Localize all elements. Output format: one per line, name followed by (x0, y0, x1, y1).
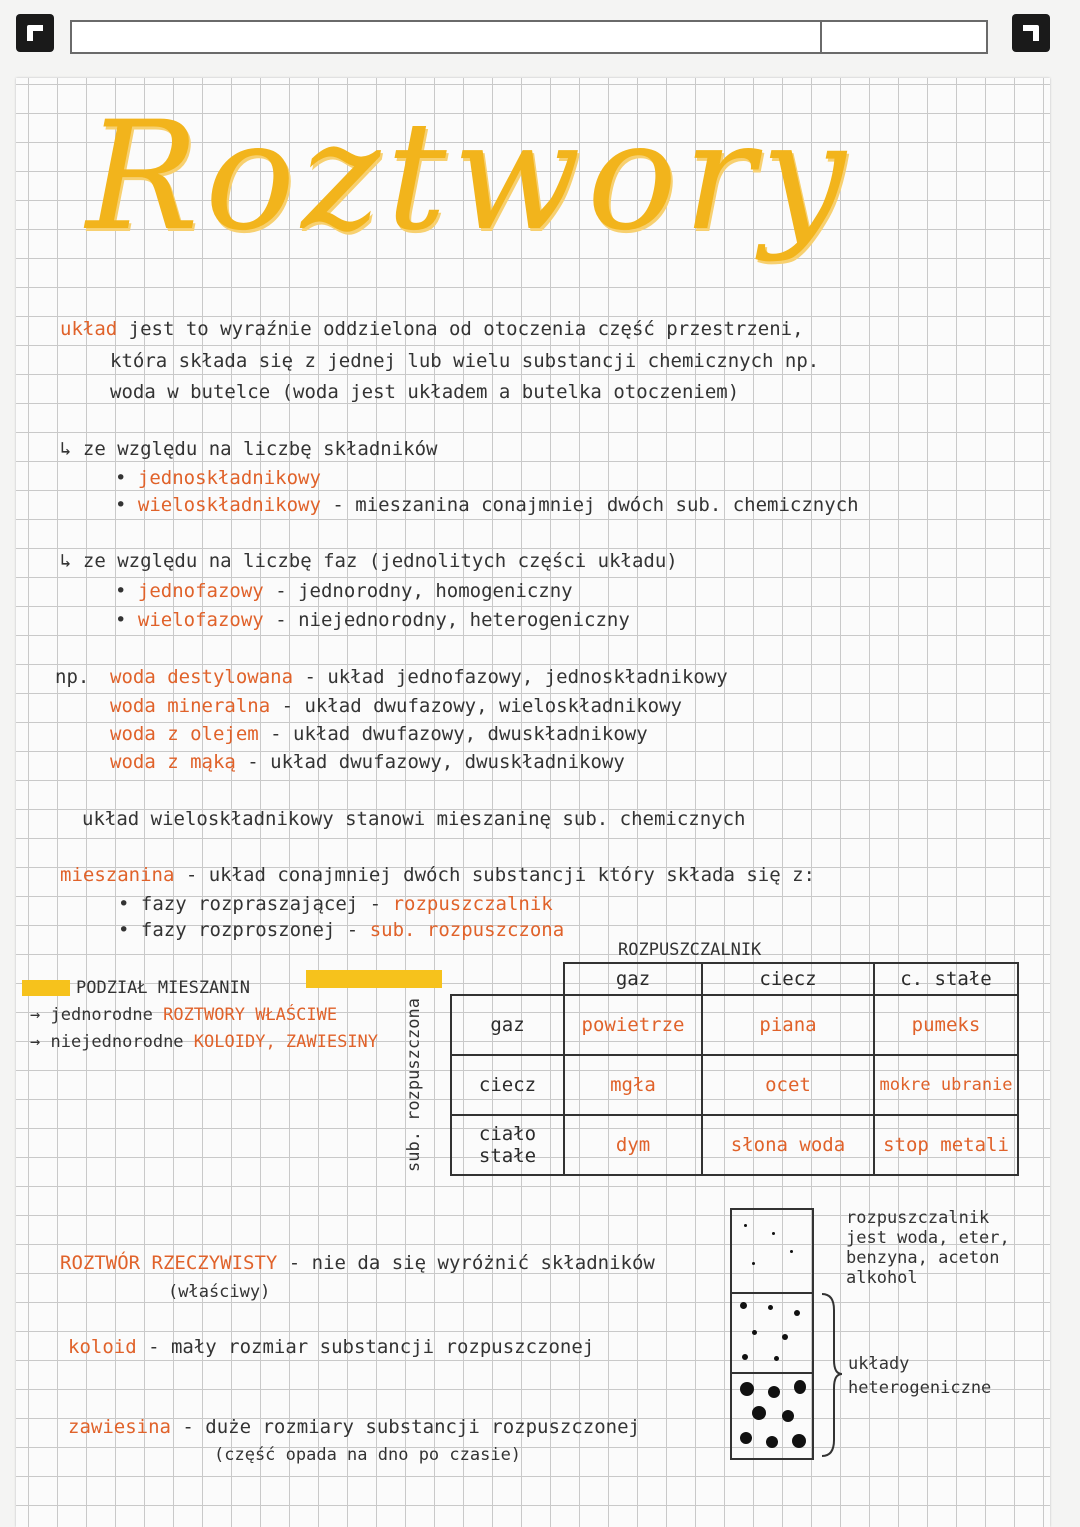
tube-solution (730, 1208, 814, 1294)
division-row2: → niejednorodne KOLOIDY, ZAWIESINY (30, 1032, 379, 1052)
table-side-label: sub. rozpuszczona (404, 998, 424, 1172)
grid-paper (16, 78, 1050, 1527)
true-solution-sub: (właściwy) (168, 1282, 271, 1302)
search-divider (820, 22, 822, 52)
table-cell: ocet (702, 1055, 874, 1115)
examples-label: np. (55, 666, 90, 688)
phases-heading: ↳ ze względu na liczbę faz (jednolitych części układu) (60, 550, 678, 572)
example-row: woda destylowana - układ jednofazowy, jednoskładnikowy (110, 666, 728, 688)
back-icon[interactable] (16, 14, 54, 52)
particle (768, 1386, 780, 1398)
multicomponent-note: układ wieloskładnikowy stanowi mieszaninę sub. chemicznych (82, 808, 746, 830)
solvent-note: rozpuszczalnik jest woda, eter, benzyna, aceton alkohol (846, 1208, 1010, 1288)
particle (774, 1356, 779, 1361)
particle (766, 1436, 778, 1448)
components-heading: ↳ ze względu na liczbę składników (60, 438, 438, 460)
mixture-phase2: • fazy rozproszonej - sub. rozpuszczona (118, 919, 565, 941)
mixture-definition: mieszanina - układ conajmniej dwóch substancji który składa się z: (60, 864, 815, 886)
particle (794, 1310, 800, 1316)
search-bar[interactable] (70, 20, 988, 54)
colloid-line: koloid - mały rozmiar substancji rozpuszczonej (68, 1336, 595, 1358)
particle (752, 1262, 755, 1265)
particle (772, 1232, 775, 1235)
suspension-line: zawiesina - duże rozmiary substancji rozpuszczonej (68, 1416, 640, 1438)
table-cell: pumeks (874, 995, 1018, 1055)
table-row-header: gaz (451, 995, 564, 1055)
table-cell: mgła (564, 1055, 702, 1115)
division-row1: → jednorodne ROZTWORY WŁAŚCIWE (30, 1005, 338, 1025)
mixture-table (450, 962, 1019, 1176)
table-column-header: c. stałe (874, 963, 1018, 995)
suspension-sub: (część opada na dno po czasie) (214, 1445, 522, 1465)
highlight-right (306, 970, 442, 988)
components-item1: • jednoskładnikowy (115, 467, 321, 489)
particle (782, 1334, 788, 1340)
phases-item2: • wielofazowy - niejednorodny, heterogeniczny (115, 609, 630, 631)
definition-term: układ (60, 318, 118, 340)
next-icon[interactable] (1012, 14, 1050, 52)
table-row-header: ciało stałe (451, 1115, 564, 1175)
definition-text1: jest to wyraźnie oddzielona od otoczenia część przestrzeni, (128, 318, 804, 340)
table-cell: piana (702, 995, 874, 1055)
table-cell: dym (564, 1115, 702, 1175)
table-cell: mokre ubranie (874, 1055, 1018, 1115)
division-heading: PODZIAŁ MIESZANIN (76, 978, 250, 998)
table-column-header: gaz (564, 963, 702, 995)
mixture-phase1: • fazy rozpraszającej - rozpuszczalnik (118, 893, 553, 915)
definition-line2: która składa się z jednej lub wielu substancji chemicznych np. (110, 350, 820, 372)
particle (740, 1382, 754, 1396)
table-cell: stop metali (874, 1115, 1018, 1175)
particle (768, 1305, 773, 1310)
table-top-label: ROZPUSZCZALNIK (618, 940, 762, 960)
example-row: woda mineralna - układ dwufazowy, wieloskładnikowy (110, 695, 682, 717)
particle (782, 1410, 794, 1422)
particle (742, 1354, 748, 1360)
particle (790, 1250, 793, 1253)
page-title: Roztwory (86, 90, 852, 264)
phases-item1: • jednofazowy - jednorodny, homogeniczny (115, 580, 573, 602)
particle (752, 1406, 766, 1420)
definition-line1 (60, 318, 804, 340)
table-cell: powietrze (564, 995, 702, 1055)
true-solution: ROZTWÓR RZECZYWISTY - nie da się wyróżnić składników (60, 1252, 655, 1274)
highlight-left (22, 980, 70, 996)
table-column-header: ciecz (702, 963, 874, 995)
definition-line3: woda w butelce (woda jest układem a butelka otoczeniem) (110, 381, 740, 403)
brace-icon (818, 1290, 844, 1460)
components-item2: • wieloskładnikowy - mieszanina conajmniej dwóch sub. chemicznych (115, 494, 859, 516)
particle (740, 1432, 752, 1444)
particle (792, 1434, 806, 1448)
hetero-note: układy heterogeniczne (848, 1354, 992, 1398)
table-cell: słona woda (702, 1115, 874, 1175)
example-row: woda z olejem - układ dwufazowy, dwuskładnikowy (110, 723, 648, 745)
particle (752, 1330, 757, 1335)
particle (744, 1224, 747, 1227)
table-row-header: ciecz (451, 1055, 564, 1115)
particle (740, 1302, 747, 1309)
particle (794, 1380, 806, 1394)
table-corner (451, 963, 564, 995)
example-row: woda z mąką - układ dwufazowy, dwuskładnikowy (110, 751, 625, 773)
